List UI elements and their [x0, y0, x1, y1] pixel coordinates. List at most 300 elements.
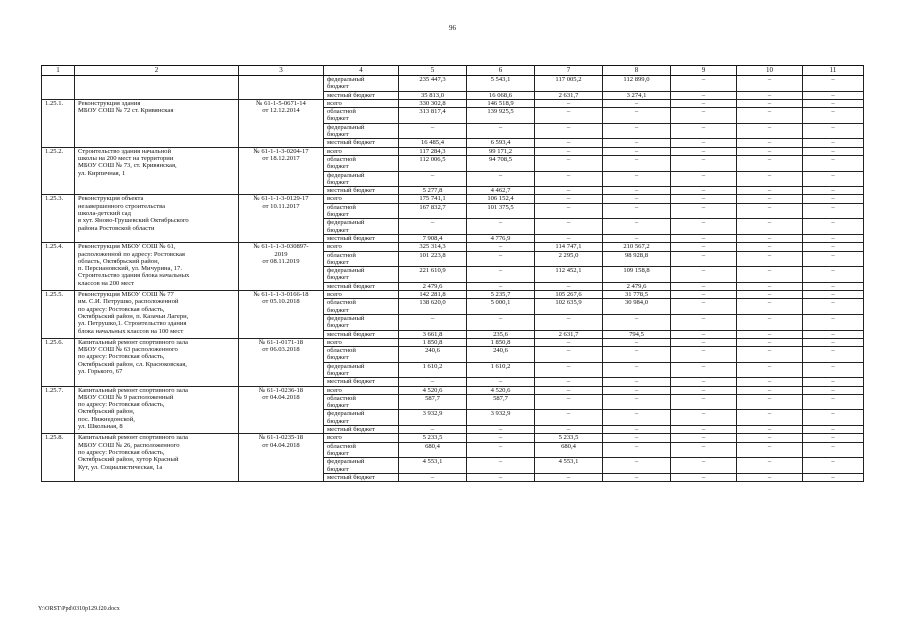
value-cell: –: [737, 219, 803, 235]
item-number: 1.25.8.: [42, 434, 75, 482]
value-cell: –: [535, 155, 603, 171]
value-cell: –: [671, 426, 737, 434]
funding-source-line: федеральный: [327, 410, 365, 418]
value-cell: –: [803, 458, 864, 474]
funding-source-line: бюджет: [327, 226, 349, 234]
value-cell: –: [535, 99, 603, 107]
value-cell: 31 778,5: [603, 291, 671, 299]
value-cell: 4 462,7: [467, 187, 535, 195]
table-row: [42, 147, 864, 155]
project-name: [75, 291, 239, 339]
funding-source-line: всего: [327, 338, 342, 346]
project-name-line: область, Октябрьский район,: [78, 257, 160, 265]
project-name-line: Реконструкция МБОУ СОШ № 61,: [78, 243, 176, 251]
value-cell: 106 152,4: [467, 195, 535, 203]
value-cell: –: [467, 314, 535, 330]
project-name: [75, 243, 239, 291]
project-name-line: школа-детский сад: [78, 210, 131, 218]
value-cell: –: [803, 378, 864, 386]
value-cell: –: [737, 347, 803, 363]
value-cell: –: [603, 314, 671, 330]
value-cell: –: [535, 386, 603, 394]
value-cell: 7 908,4: [399, 234, 467, 242]
value-cell: 1 850,8: [399, 338, 467, 346]
value-cell: 5 233,5: [535, 434, 603, 442]
value-cell: –: [803, 299, 864, 315]
value-cell: –: [671, 458, 737, 474]
funding-source-line: областной: [327, 155, 356, 163]
item-number: 1.25.2.: [42, 147, 75, 195]
value-cell: 5 000,1: [467, 299, 535, 315]
project-name: [75, 386, 239, 434]
value-cell: –: [803, 147, 864, 155]
value-cell: –: [803, 91, 864, 99]
funding-source-line: всего: [327, 147, 342, 155]
document-number-line: № 61-1-0236-18: [258, 386, 304, 394]
value-cell: –: [467, 219, 535, 235]
value-cell: 235 447,3: [399, 76, 467, 92]
value-cell: –: [803, 99, 864, 107]
value-cell: –: [671, 434, 737, 442]
value-cell: –: [803, 203, 864, 219]
value-cell: 1 610,2: [467, 362, 535, 378]
value-cell: –: [737, 76, 803, 92]
column-number: 1: [42, 66, 75, 76]
value-cell: 3 932,9: [467, 410, 535, 426]
value-cell: –: [603, 426, 671, 434]
value-cell: –: [671, 282, 737, 290]
value-cell: 2 479,6: [603, 282, 671, 290]
value-cell: 112 899,0: [603, 76, 671, 92]
funding-source: [324, 243, 399, 251]
value-cell: –: [803, 386, 864, 394]
value-cell: –: [671, 99, 737, 107]
document-number: [239, 195, 324, 243]
value-cell: 5 277,8: [399, 187, 467, 195]
project-name: [75, 147, 239, 195]
value-cell: –: [803, 155, 864, 171]
column-number: 10: [737, 66, 803, 76]
value-cell: –: [737, 251, 803, 267]
value-cell: –: [603, 187, 671, 195]
value-cell: –: [671, 267, 737, 283]
value-cell: –: [467, 267, 535, 283]
value-cell: –: [737, 187, 803, 195]
value-cell: –: [535, 219, 603, 235]
item-number: 1.25.7.: [42, 386, 75, 434]
value-cell: –: [535, 473, 603, 481]
value-cell: –: [737, 291, 803, 299]
value-cell: –: [467, 473, 535, 481]
value-cell: 221 610,9: [399, 267, 467, 283]
value-cell: 35 813,0: [399, 91, 467, 99]
project-name-line: школы на 200 мест на территории: [78, 154, 174, 162]
value-cell: –: [737, 282, 803, 290]
project-name-line: расположенной по адресу: Ростовская: [78, 250, 185, 258]
file-path-footer: Y:\ORST\Ppd\0310p129.f20.docx: [38, 606, 120, 612]
funding-source: [324, 299, 399, 315]
value-cell: 94 708,5: [467, 155, 535, 171]
funding-source-line: местный бюджет: [327, 234, 375, 242]
value-cell: 138 620,0: [399, 299, 467, 315]
value-cell: –: [671, 234, 737, 242]
value-cell: 2 631,7: [535, 330, 603, 338]
value-cell: –: [603, 219, 671, 235]
funding-source: [324, 123, 399, 139]
value-cell: –: [603, 410, 671, 426]
value-cell: –: [803, 314, 864, 330]
value-cell: –: [603, 203, 671, 219]
document-number-line: от 04.04.2018: [262, 393, 300, 401]
value-cell: –: [737, 91, 803, 99]
value-cell: –: [671, 195, 737, 203]
value-cell: –: [603, 347, 671, 363]
project-name-line: Реконструкция МБОУ СОШ № 77: [78, 291, 174, 299]
funding-source-line: местный бюджет: [327, 91, 375, 99]
value-cell: 5 233,5: [399, 434, 467, 442]
value-cell: –: [803, 362, 864, 378]
value-cell: 587,7: [399, 394, 467, 410]
value-cell: –: [671, 203, 737, 219]
funding-source-line: бюджет: [327, 163, 349, 171]
project-name-line: незавершенного строительства: [78, 202, 166, 210]
value-cell: 1 610,2: [399, 362, 467, 378]
value-cell: –: [803, 394, 864, 410]
funding-source-line: всего: [327, 434, 342, 442]
value-cell: –: [399, 123, 467, 139]
value-cell: –: [803, 108, 864, 124]
value-cell: –: [737, 410, 803, 426]
value-cell: –: [803, 338, 864, 346]
project-name-line: блока начальных классов на 100 мест: [78, 327, 184, 335]
document-number-line: от 04.04.2018: [262, 441, 300, 449]
funding-source-line: федеральный: [327, 458, 365, 466]
value-cell: –: [803, 282, 864, 290]
value-cell: –: [535, 410, 603, 426]
value-cell: 16 068,6: [467, 91, 535, 99]
table-body: [42, 66, 864, 482]
value-cell: –: [535, 234, 603, 242]
document-number: [239, 76, 324, 100]
project-name-line: Октябрьский район, сл. Красюковская,: [78, 360, 187, 368]
funding-source: [324, 91, 399, 99]
funding-source: [324, 203, 399, 219]
value-cell: 30 984,0: [603, 299, 671, 315]
column-number: 9: [671, 66, 737, 76]
project-name-line: Капитальный ремонт спортивного зала: [78, 386, 188, 394]
value-cell: –: [737, 386, 803, 394]
value-cell: –: [803, 267, 864, 283]
funding-source-line: федеральный: [327, 123, 365, 131]
value-cell: –: [737, 314, 803, 330]
value-cell: –: [803, 291, 864, 299]
value-cell: –: [737, 99, 803, 107]
value-cell: 6 593,4: [467, 139, 535, 147]
value-cell: –: [803, 251, 864, 267]
column-number: 2: [75, 66, 239, 76]
value-cell: –: [399, 378, 467, 386]
value-cell: –: [467, 442, 535, 458]
value-cell: –: [803, 347, 864, 363]
value-cell: –: [671, 155, 737, 171]
document-number-line: № 61-1-1-3-0129-17: [253, 195, 309, 203]
value-cell: –: [803, 426, 864, 434]
value-cell: 2 479,6: [399, 282, 467, 290]
funding-source-line: местный бюджет: [327, 330, 375, 338]
value-cell: –: [803, 187, 864, 195]
document-number: [239, 147, 324, 195]
project-name-line: по адресу: Ростовская область,: [78, 353, 165, 361]
value-cell: –: [535, 147, 603, 155]
value-cell: –: [671, 91, 737, 99]
value-cell: 4 520,6: [399, 386, 467, 394]
value-cell: 313 817,4: [399, 108, 467, 124]
funding-source: [324, 234, 399, 242]
value-cell: 587,7: [467, 394, 535, 410]
document-number-line: № 61-1-0171-18: [258, 338, 304, 346]
funding-source-line: федеральный: [327, 314, 365, 322]
value-cell: 235,6: [467, 330, 535, 338]
funding-source: [324, 219, 399, 235]
funding-source-line: бюджет: [327, 258, 349, 266]
funding-source: [324, 291, 399, 299]
value-cell: –: [803, 473, 864, 481]
value-cell: –: [535, 139, 603, 147]
project-name-line: по адресу: Ростовская область,: [78, 305, 165, 313]
project-name-line: района Ростовской области: [78, 224, 155, 232]
funding-source-line: местный бюджет: [327, 426, 375, 434]
value-cell: 3 274,1: [603, 91, 671, 99]
value-cell: –: [671, 219, 737, 235]
funding-source: [324, 426, 399, 434]
value-cell: –: [671, 442, 737, 458]
value-cell: –: [535, 314, 603, 330]
funding-source-line: местный бюджет: [327, 378, 375, 386]
table-row: [42, 76, 864, 92]
column-number: 5: [399, 66, 467, 76]
value-cell: 99 171,2: [467, 147, 535, 155]
project-name: [75, 99, 239, 147]
value-cell: –: [603, 147, 671, 155]
value-cell: –: [737, 203, 803, 219]
funding-source-line: бюджет: [327, 417, 349, 425]
funding-source-line: всего: [327, 99, 342, 107]
funding-source-line: областной: [327, 347, 356, 355]
value-cell: –: [671, 291, 737, 299]
funding-source: [324, 147, 399, 155]
item-number: 1.25.1.: [42, 99, 75, 147]
value-cell: 794,5: [603, 330, 671, 338]
value-cell: 3 932,9: [399, 410, 467, 426]
value-cell: –: [603, 434, 671, 442]
value-cell: 3 661,8: [399, 330, 467, 338]
value-cell: –: [737, 155, 803, 171]
value-cell: –: [737, 378, 803, 386]
value-cell: –: [737, 442, 803, 458]
funding-source-line: бюджет: [327, 115, 349, 123]
value-cell: 175 741,1: [399, 195, 467, 203]
value-cell: –: [603, 442, 671, 458]
value-cell: –: [737, 267, 803, 283]
project-name-line: Реконструкция здания: [78, 99, 141, 107]
funding-source-line: областной: [327, 203, 356, 211]
value-cell: –: [535, 347, 603, 363]
value-cell: –: [467, 123, 535, 139]
value-cell: –: [535, 282, 603, 290]
funding-source: [324, 267, 399, 283]
value-cell: –: [803, 139, 864, 147]
project-name-line: Строительство здания начальной: [78, 147, 171, 155]
value-cell: –: [671, 378, 737, 386]
project-name-line: МБОУ СОШ № 72 ст. Кривянская: [78, 107, 174, 115]
table-row: [42, 99, 864, 107]
value-cell: –: [803, 434, 864, 442]
project-name: [75, 195, 239, 243]
value-cell: –: [603, 234, 671, 242]
project-name-line: Октябрьский район, хутор Красный: [78, 456, 179, 464]
value-cell: –: [535, 171, 603, 187]
column-number: 8: [603, 66, 671, 76]
value-cell: –: [737, 108, 803, 124]
value-cell: 117 284,3: [399, 147, 467, 155]
value-cell: 167 832,7: [399, 203, 467, 219]
value-cell: 112 006,5: [399, 155, 467, 171]
funding-source-line: областной: [327, 251, 356, 259]
funding-source-line: федеральный: [327, 219, 365, 227]
value-cell: –: [737, 299, 803, 315]
project-name-line: ул. Кирпичная, 1: [78, 169, 126, 177]
value-cell: 680,4: [535, 442, 603, 458]
value-cell: –: [603, 386, 671, 394]
value-cell: –: [603, 99, 671, 107]
value-cell: 98 928,8: [603, 251, 671, 267]
column-number-row: [42, 66, 864, 76]
funding-source-line: областной: [327, 442, 356, 450]
funding-source: [324, 347, 399, 363]
funding-source: [324, 314, 399, 330]
value-cell: –: [467, 426, 535, 434]
project-name-line: ул. Петрушко,1. Строительство здания: [78, 320, 187, 328]
value-cell: –: [737, 243, 803, 251]
value-cell: –: [671, 123, 737, 139]
value-cell: 240,6: [399, 347, 467, 363]
funding-source: [324, 195, 399, 203]
document-number-line: № 61-1-5-0671-14: [256, 99, 306, 107]
value-cell: –: [603, 155, 671, 171]
funding-source-line: всего: [327, 386, 342, 394]
value-cell: 101 223,8: [399, 251, 467, 267]
value-cell: –: [737, 123, 803, 139]
document-number-line: от 05.10.2018: [262, 298, 300, 306]
document-number-line: № 61-1-1-3-0166-18: [253, 291, 309, 299]
value-cell: –: [603, 195, 671, 203]
project-name-line: Строительство здания блока начальных: [78, 272, 190, 280]
value-cell: 101 375,5: [467, 203, 535, 219]
funding-source-line: местный бюджет: [327, 139, 375, 147]
funding-source-line: бюджет: [327, 274, 349, 282]
funding-source-line: областной: [327, 394, 356, 402]
item-number: 1.25.6.: [42, 338, 75, 386]
value-cell: –: [737, 473, 803, 481]
funding-source: [324, 410, 399, 426]
value-cell: 4 520,6: [467, 386, 535, 394]
value-cell: –: [399, 314, 467, 330]
funding-source: [324, 99, 399, 107]
project-name-line: МБОУ СОШ № 63 расположенного: [78, 346, 178, 354]
funding-source-line: бюджет: [327, 322, 349, 330]
value-cell: –: [671, 394, 737, 410]
funding-source: [324, 473, 399, 481]
funding-source: [324, 251, 399, 267]
value-cell: –: [535, 108, 603, 124]
value-cell: –: [399, 219, 467, 235]
funding-source: [324, 155, 399, 171]
document-number: [239, 291, 324, 339]
document-number-line: от 10.11.2017: [262, 202, 300, 210]
value-cell: –: [737, 394, 803, 410]
value-cell: 146 518,9: [467, 99, 535, 107]
value-cell: –: [671, 330, 737, 338]
value-cell: –: [399, 473, 467, 481]
value-cell: 210 567,2: [603, 243, 671, 251]
value-cell: 1 850,8: [467, 338, 535, 346]
table-row: [42, 338, 864, 346]
item-number: [42, 76, 75, 100]
funding-source-line: бюджет: [327, 131, 349, 139]
funding-source-line: местный бюджет: [327, 187, 375, 195]
value-cell: –: [803, 243, 864, 251]
column-number: 6: [467, 66, 535, 76]
value-cell: –: [467, 458, 535, 474]
funding-source-line: бюджет: [327, 306, 349, 314]
document-number-line: от 12.12.2014: [262, 107, 300, 115]
value-cell: –: [737, 171, 803, 187]
column-number: 3: [239, 66, 324, 76]
value-cell: 5 543,1: [467, 76, 535, 92]
value-cell: –: [737, 434, 803, 442]
document-number: [239, 99, 324, 147]
value-cell: –: [671, 338, 737, 346]
value-cell: –: [671, 76, 737, 92]
value-cell: –: [467, 434, 535, 442]
value-cell: –: [803, 123, 864, 139]
value-cell: –: [737, 362, 803, 378]
value-cell: –: [803, 171, 864, 187]
value-cell: –: [603, 338, 671, 346]
value-cell: –: [671, 347, 737, 363]
funding-source-line: федеральный: [327, 171, 365, 179]
funding-source: [324, 76, 399, 92]
funding-source: [324, 171, 399, 187]
document-number-line: № 61-1-0235-18: [258, 434, 304, 442]
value-cell: 5 235,7: [467, 291, 535, 299]
value-cell: –: [535, 203, 603, 219]
value-cell: 2 631,7: [535, 91, 603, 99]
funding-source-line: федеральный: [327, 362, 365, 370]
value-cell: –: [803, 219, 864, 235]
value-cell: –: [535, 362, 603, 378]
project-name-line: по адресу: Ростовская область,: [78, 448, 165, 456]
funding-source-line: всего: [327, 291, 342, 299]
value-cell: –: [671, 108, 737, 124]
project-name-line: классов на 200 мест: [78, 279, 135, 287]
value-cell: –: [737, 139, 803, 147]
value-cell: –: [671, 139, 737, 147]
funding-source-line: местный бюджет: [327, 282, 375, 290]
value-cell: –: [603, 123, 671, 139]
value-cell: 142 281,8: [399, 291, 467, 299]
value-cell: –: [467, 282, 535, 290]
